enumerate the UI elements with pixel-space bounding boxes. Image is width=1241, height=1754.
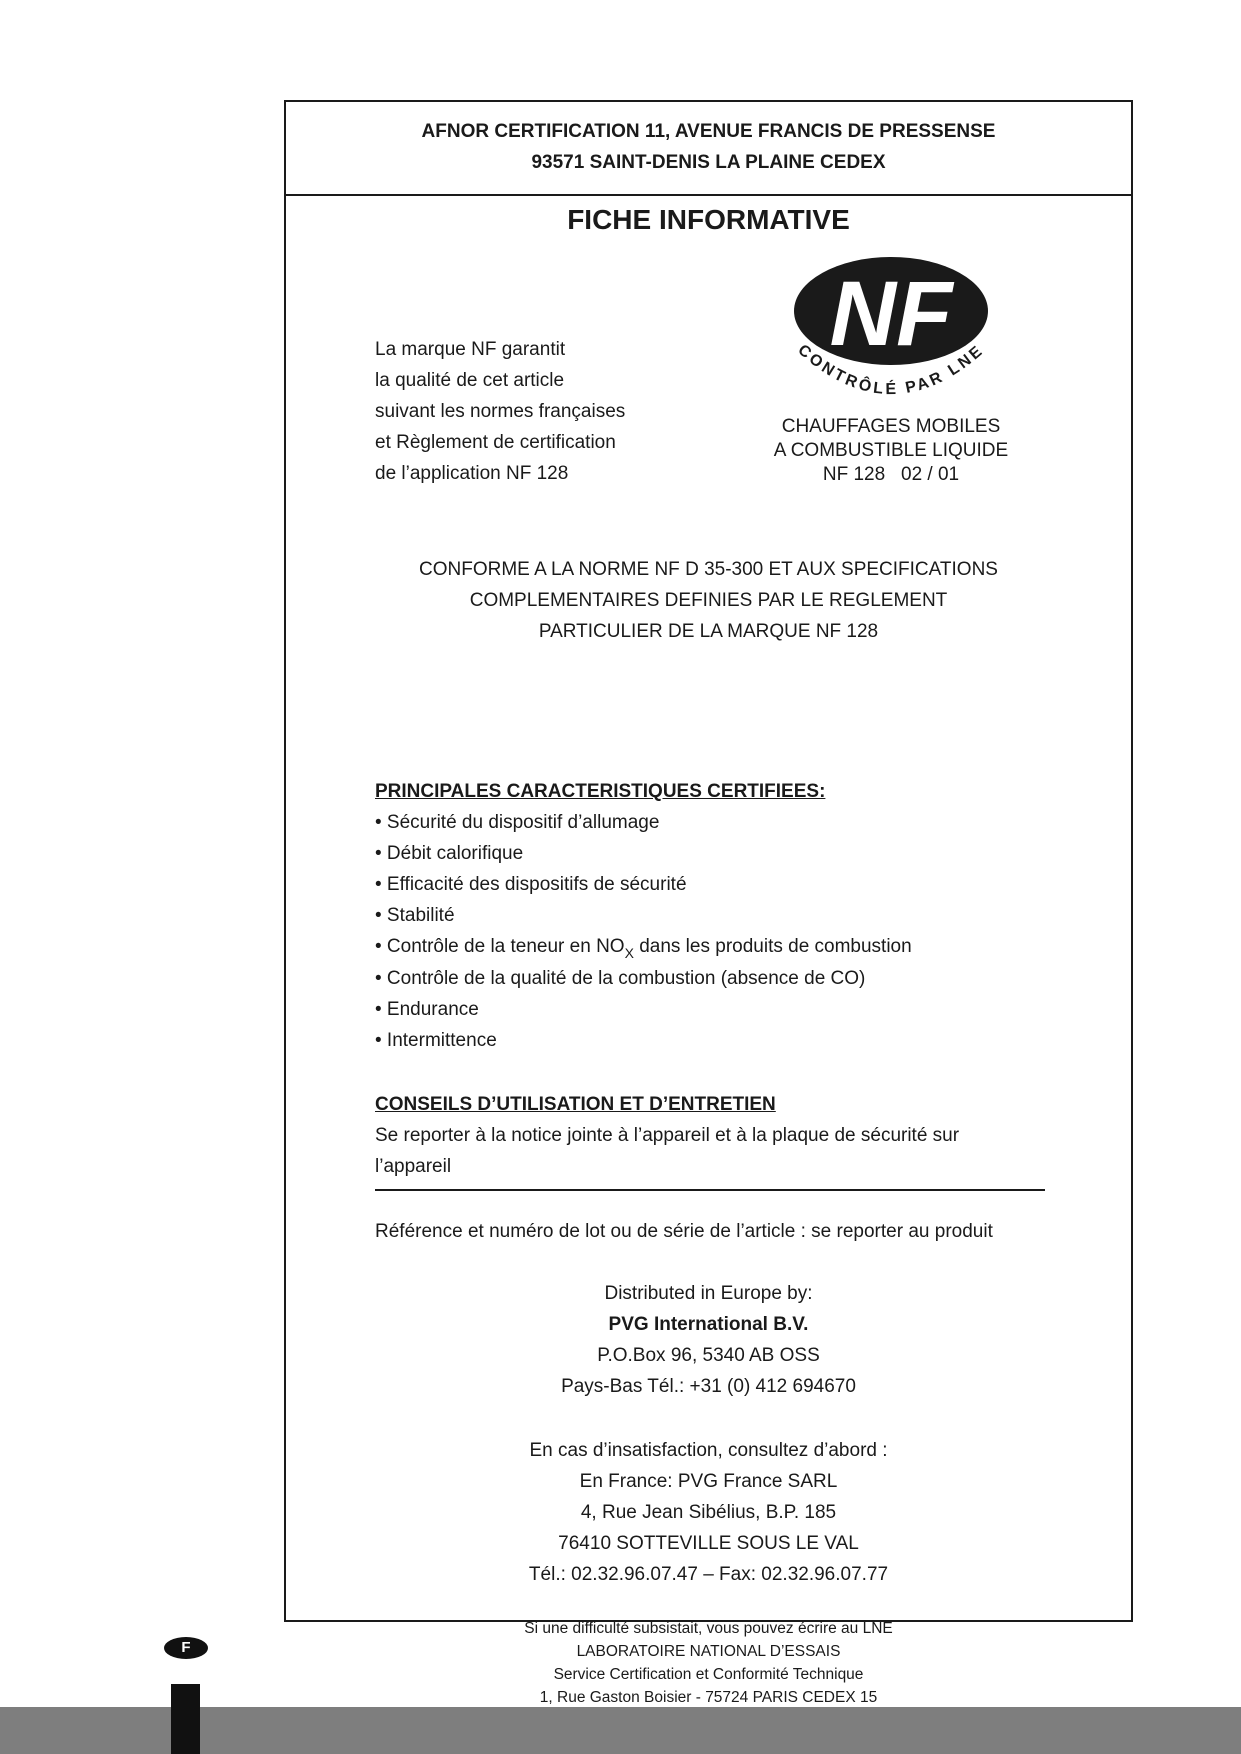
nox-text-after: dans les produits de combustion bbox=[633, 936, 912, 957]
feature-item: • Intermittence bbox=[375, 1030, 497, 1051]
nox-subscript: X bbox=[624, 945, 634, 961]
conformity-line: PARTICULIER DE LA MARQUE NF 128 bbox=[538, 621, 879, 642]
nf-certification-logo bbox=[791, 257, 1001, 417]
advice-line: Se reporter à la notice jointe à l’appareil et à la plaque de sécurité sur bbox=[375, 1125, 960, 1146]
category-line: A COMBUSTIBLE LIQUIDE bbox=[773, 440, 1009, 461]
distributor-intro: Distributed in Europe by: bbox=[604, 1283, 813, 1304]
lne-line: Service Certification et Conformité Technique bbox=[553, 1666, 864, 1683]
guarantee-line: La marque NF garantit bbox=[375, 339, 566, 360]
lne-line: 1, Rue Gaston Boisier - 75724 PARIS CEDEX 15 bbox=[539, 1689, 878, 1706]
feature-item: • Endurance bbox=[375, 999, 479, 1020]
complaint-line: En cas d’insatisfaction, consultez d’abord : bbox=[529, 1440, 888, 1461]
nf-logo-arc-text: CONTRÔLÉ PAR LNE bbox=[794, 341, 988, 399]
divider bbox=[375, 1189, 1045, 1191]
afnor-address-line1: AFNOR CERTIFICATION 11, AVENUE FRANCIS DE PRESSENSE bbox=[421, 121, 996, 142]
guarantee-line: la qualité de cet article bbox=[375, 370, 565, 391]
distributor-phone: Pays-Bas Tél.: +31 (0) 412 694670 bbox=[561, 1376, 856, 1397]
distributor-address: P.O.Box 96, 5340 AB OSS bbox=[597, 1345, 820, 1366]
complaint-line: Tél.: 02.32.96.07.47 – Fax: 02.32.96.07.77 bbox=[528, 1564, 889, 1585]
afnor-header bbox=[286, 102, 1131, 196]
feature-item: • Contrôle de la qualité de la combustion (absence de CO) bbox=[375, 968, 866, 989]
nox-text: • Contrôle de la teneur en NO bbox=[375, 936, 625, 957]
distributor-company: PVG International B.V. bbox=[608, 1314, 809, 1335]
lne-contact bbox=[286, 1617, 1131, 1709]
features-heading: PRINCIPALES CARACTERISTIQUES CERTIFIEES: bbox=[375, 781, 826, 802]
advice-line: l’appareil bbox=[375, 1156, 452, 1177]
distributor-block bbox=[286, 1278, 1131, 1402]
feature-item: • Efficacité des dispositifs de sécurité bbox=[375, 874, 687, 895]
complaint-contact bbox=[286, 1435, 1131, 1590]
guarantee-line: de l’application NF 128 bbox=[375, 463, 569, 484]
nf-guarantee-text bbox=[375, 334, 625, 489]
conformity-line: CONFORME A LA NORME NF D 35-300 ET AUX SPECIFICATIONS bbox=[419, 559, 998, 580]
afnor-address-line2: 93571 SAINT-DENIS LA PLAINE CEDEX bbox=[531, 152, 886, 173]
reference-note: Référence et numéro de lot ou de série de l’article : se reporter au produit bbox=[375, 1221, 993, 1242]
usage-advice bbox=[375, 1089, 1055, 1182]
lne-line: LABORATOIRE NATIONAL D’ESSAIS bbox=[576, 1643, 841, 1660]
language-badge: F bbox=[164, 1637, 208, 1659]
complaint-line: En France: PVG France SARL bbox=[579, 1471, 838, 1492]
page-edge-tab bbox=[171, 1684, 200, 1754]
complaint-line: 4, Rue Jean Sibélius, B.P. 185 bbox=[580, 1502, 837, 1523]
complaint-line: 76410 SOTTEVILLE SOUS LE VAL bbox=[558, 1533, 859, 1554]
category-line: NF 128 02 / 01 bbox=[822, 464, 960, 485]
feature-item: • Stabilité bbox=[375, 905, 455, 926]
product-category bbox=[741, 415, 1041, 487]
info-sheet-frame bbox=[284, 100, 1133, 1706]
advice-heading: CONSEILS D’UTILISATION ET D’ENTRETIEN bbox=[375, 1094, 776, 1115]
lne-line: Si une difficulté subsistait, vous pouvez écrire au LNE bbox=[524, 1620, 893, 1637]
nf-logo-mark: NF bbox=[829, 263, 953, 365]
conformity-line: COMPLEMENTAIRES DEFINIES PAR LE REGLEMENT bbox=[469, 590, 948, 611]
feature-item-nox bbox=[375, 931, 1055, 963]
guarantee-line: et Règlement de certification bbox=[375, 432, 616, 453]
page-title: FICHE INFORMATIVE bbox=[567, 204, 850, 235]
guarantee-line: suivant les normes françaises bbox=[375, 401, 626, 422]
feature-item: • Sécurité du dispositif d’allumage bbox=[375, 812, 660, 833]
certified-features bbox=[375, 776, 1055, 1056]
feature-item: • Débit calorifique bbox=[375, 843, 524, 864]
category-line: CHAUFFAGES MOBILES bbox=[781, 416, 1001, 437]
conformity-statement bbox=[326, 554, 1091, 647]
